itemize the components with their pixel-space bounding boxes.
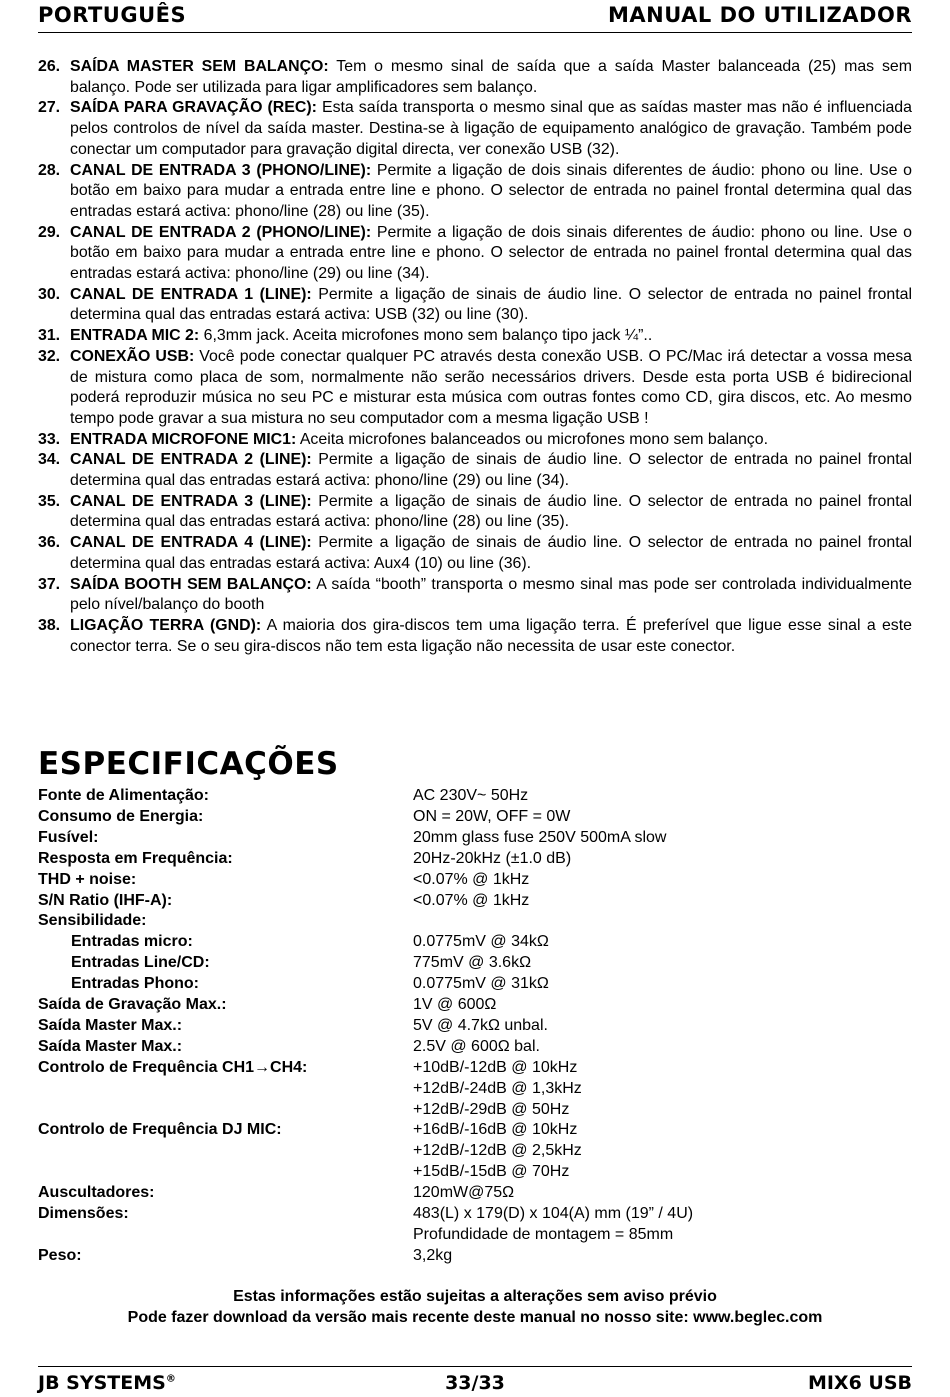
page-number: 33/33	[445, 1372, 505, 1394]
header-language: PORTUGUÊS	[38, 3, 187, 27]
spec-value	[413, 1183, 912, 1204]
spec-row	[38, 995, 912, 1016]
spec-value-line: 775mV @ 3.6kΩ	[413, 954, 532, 972]
specs-heading: ESPECIFICAÇÕES	[38, 746, 339, 782]
spec-row	[38, 849, 912, 870]
item-label: CONEXÃO USB:	[70, 347, 195, 365]
item-number: 26.	[38, 58, 61, 75]
list-item	[38, 533, 912, 574]
spec-label: Consumo de Energia:	[38, 807, 204, 825]
spec-label: THD + noise:	[38, 870, 137, 888]
list-item	[38, 450, 912, 491]
spec-row	[38, 786, 912, 807]
item-text: Permite a ligação de sinais de áudio line. O selector de entrada no painel frontal determina qual das entradas estará activa: Aux4 (10) ou line (36).	[70, 534, 913, 572]
list-item	[38, 57, 912, 98]
item-label: SAÍDA BOOTH SEM BALANÇO:	[70, 575, 312, 593]
item-number: 34.	[38, 451, 61, 469]
spec-value	[413, 974, 912, 995]
spec-value-line: 2.5V @ 600Ω bal.	[413, 1037, 540, 1055]
spec-row	[38, 974, 912, 995]
list-item	[38, 347, 912, 430]
spec-label: Entradas Line/CD:	[71, 954, 210, 972]
connector-list	[38, 57, 912, 657]
page-header	[38, 2, 912, 33]
item-label: ENTRADA MICROFONE MIC1:	[70, 430, 297, 448]
spec-label: Sensibilidade:	[38, 912, 147, 930]
spec-row	[38, 1120, 912, 1183]
item-label: CANAL DE ENTRADA 2 (LINE):	[70, 451, 312, 469]
spec-value	[413, 828, 912, 849]
brand-name: JB SYSTEMS	[38, 1372, 166, 1394]
spec-value-line: 20mm glass fuse 250V 500mA slow	[413, 828, 667, 846]
spec-value	[413, 1058, 912, 1121]
item-number: 37.	[38, 575, 61, 593]
item-label: CANAL DE ENTRADA 1 (LINE):	[70, 285, 312, 303]
spec-value	[413, 995, 912, 1016]
item-number: 38.	[38, 616, 61, 634]
spec-row	[38, 1037, 912, 1058]
registered-mark: ®	[165, 1373, 176, 1385]
item-number: 31.	[38, 327, 61, 345]
item-text: A maioria dos gira-discos tem uma ligação terra. É preferível que ligue esse sinal a este conector terra. Se o seu gira-discos não tem esta ligação não necessita de usar este conector.	[70, 616, 912, 655]
spec-value	[413, 891, 912, 912]
item-number: 29.	[38, 223, 61, 241]
item-label: ENTRADA MIC 2:	[70, 327, 200, 345]
notice	[38, 1286, 912, 1328]
spec-value-line: <0.07% @ 1kHz	[413, 891, 530, 909]
spec-value	[413, 870, 912, 891]
item-text: Tem o mesmo sinal de saída que a saída Master balanceada (25) mas sem balanço. Pode ser utilizada para ligar amplificadores sem balanço.	[70, 58, 912, 96]
spec-label: Peso:	[38, 1246, 82, 1264]
list-item	[38, 326, 912, 347]
spec-value-line: AC 230V~ 50Hz	[413, 787, 529, 804]
list-item	[38, 575, 912, 616]
spec-value	[413, 807, 912, 828]
list-item	[38, 616, 912, 657]
item-text: Você pode conectar qualquer PC através desta conexão USB. O PC/Mac irá detectar a vossa mesa de mistura como placa de som, normalmente não serão necessários drivers. Desde esta porta USB é bidirecional poderá reproduzir música no seu PC e misturar esta música com outras fontes como CD, gira discos, etc. Ao mesmo tempo pode gravar a sua mistura no seu computador com a mesma ligação USB !	[70, 347, 912, 427]
item-text: Permite a ligação de dois sinais diferentes de áudio: phono ou line. Use o botão em baixo para mudar a entrada entre line e phono. O selector de entrada no painel frontal determina qual das entradas estará activa: phono/line (29) ou line (34).	[70, 223, 912, 283]
item-label: CANAL DE ENTRADA 4 (LINE):	[70, 534, 312, 552]
spec-value	[413, 1016, 912, 1037]
item-number: 32.	[38, 347, 61, 365]
spec-label: Saída de Gravação Max.:	[38, 996, 227, 1014]
list-item	[38, 430, 912, 451]
spec-value-line: 483(L) x 179(D) x 104(A) mm (19” / 4U)	[413, 1205, 694, 1223]
spec-value-line: +12dB/-24dB @ 1,3kHz	[413, 1079, 582, 1097]
item-label: SAÍDA PARA GRAVAÇÃO (REC):	[70, 99, 317, 117]
spec-row	[38, 911, 912, 932]
notice-line-1: Estas informações estão sujeitas a alterações sem aviso prévio	[233, 1288, 717, 1305]
item-text: A saída “booth” transporta o mesmo sinal mas pode ser controlada individualmente pelo nível/balanço do booth	[70, 575, 913, 614]
list-item	[38, 223, 912, 285]
spec-value	[413, 1246, 912, 1267]
notice-line-2: Pode fazer download da versão mais recente deste manual no nosso site: www.beglec.com	[127, 1309, 823, 1326]
spec-value	[413, 849, 912, 870]
spec-row	[38, 828, 912, 849]
spec-row	[38, 932, 912, 953]
specs-table	[38, 786, 912, 1267]
page-footer	[38, 1366, 912, 1397]
spec-value-line: 0.0775mV @ 31kΩ	[413, 975, 549, 993]
spec-row	[38, 870, 912, 891]
spec-value-line: ON = 20W, OFF = 0W	[413, 807, 571, 825]
spec-value-line: 1V @ 600Ω	[413, 996, 497, 1014]
item-label: SAÍDA MASTER SEM BALANÇO:	[70, 58, 329, 75]
item-label: CANAL DE ENTRADA 3 (PHONO/LINE):	[70, 161, 372, 179]
footer-model: MIX6 USB	[807, 1372, 912, 1394]
item-text: Permite a ligação de sinais de áudio line. O selector de entrada no painel frontal determina qual das entradas estará activa: phono/line (28) ou line (35).	[70, 492, 913, 531]
spec-value	[413, 786, 912, 807]
spec-value-line: 20Hz-20kHz (±1.0 dB)	[413, 849, 572, 867]
spec-label: Saída Master Max.:	[38, 1037, 183, 1055]
list-item	[38, 285, 912, 326]
spec-value-line: Profundidade de montagem = 85mm	[413, 1226, 674, 1244]
spec-value-line: 5V @ 4.7kΩ unbal.	[413, 1016, 548, 1034]
spec-row	[38, 1204, 912, 1246]
spec-label: S/N Ratio (IHF-A):	[38, 891, 173, 909]
list-item	[38, 98, 912, 160]
spec-row	[38, 1246, 912, 1267]
spec-value-line: 3,2kg	[413, 1246, 453, 1264]
spec-label: Fusível:	[38, 828, 99, 846]
spec-value-line: +12dB/-29dB @ 50Hz	[413, 1100, 570, 1118]
spec-label: Entradas micro:	[71, 933, 193, 951]
spec-value	[413, 1120, 912, 1183]
spec-row	[38, 953, 912, 974]
spec-row	[38, 1183, 912, 1204]
spec-row	[38, 891, 912, 912]
item-text: Permite a ligação de sinais de áudio line. O selector de entrada no painel frontal determina qual das entradas estará activa: phono/line (29) ou line (34).	[70, 451, 913, 490]
item-number: 33.	[38, 430, 61, 448]
item-number: 27.	[38, 99, 61, 117]
item-text: Aceita microfones balanceados ou microfones mono sem balanço.	[296, 430, 768, 448]
spec-label: Saída Master Max.:	[38, 1016, 183, 1034]
spec-value-line: +10dB/-12dB @ 10kHz	[413, 1058, 578, 1076]
spec-label: Controlo de Frequência DJ MIC:	[38, 1121, 282, 1139]
spec-label: Dimensões:	[38, 1205, 129, 1223]
item-text: Permite a ligação de dois sinais diferentes de áudio: phono ou line. Use o botão em baixo para mudar a entrada entre line e phono. O selector de entrada no painel frontal determina qual das entradas estará activa: phono/line (28) ou line (35).	[70, 161, 912, 220]
spec-value	[413, 1037, 912, 1058]
spec-label: Auscultadores:	[38, 1184, 155, 1202]
item-text: Esta saída transporta o mesmo sinal que as saídas master mas não é influenciada pelos controlos de nível da saída master. Destina-se à ligação de equipamento analógico de gravação. Também pode conectar um computador para gravação digital directa, ver conexão USB (32).	[70, 99, 912, 158]
item-text: Permite a ligação de sinais de áudio line. O selector de entrada no painel frontal determina qual das entradas estará activa: USB (32) ou line (30).	[70, 285, 913, 324]
spec-label: Fonte de Alimentação:	[38, 787, 209, 804]
spec-value-line: +16dB/-16dB @ 10kHz	[413, 1121, 578, 1139]
item-number: 30.	[38, 285, 61, 303]
item-label: CANAL DE ENTRADA 3 (LINE):	[70, 492, 312, 510]
spec-row	[38, 1016, 912, 1037]
item-text: 6,3mm jack. Aceita microfones mono sem balanço tipo jack ¼”..	[199, 327, 653, 345]
list-item	[38, 492, 912, 533]
spec-value	[413, 932, 912, 953]
spec-value-line: <0.07% @ 1kHz	[413, 870, 530, 888]
item-label: CANAL DE ENTRADA 2 (PHONO/LINE):	[70, 223, 372, 241]
spec-label: Entradas Phono:	[71, 975, 200, 993]
spec-value-line: 0.0775mV @ 34kΩ	[413, 933, 549, 951]
spec-value-line: 120mW@75Ω	[413, 1184, 515, 1202]
spec-row	[38, 807, 912, 828]
spec-value-line: +15dB/-15dB @ 70Hz	[413, 1163, 570, 1181]
spec-value	[413, 953, 912, 974]
item-number: 36.	[38, 534, 61, 552]
item-number: 35.	[38, 492, 61, 510]
header-manual-title: MANUAL DO UTILIZADOR	[608, 3, 912, 27]
list-item	[38, 161, 912, 223]
spec-value-line: +12dB/-12dB @ 2,5kHz	[413, 1142, 582, 1160]
item-number: 28.	[38, 161, 61, 179]
spec-value	[413, 1204, 912, 1246]
item-label: LIGAÇÃO TERRA (GND):	[70, 616, 262, 634]
spec-label: Controlo de Frequência CH1→CH4:	[38, 1058, 308, 1076]
spec-row	[38, 1058, 912, 1121]
spec-label: Resposta em Frequência:	[38, 849, 233, 867]
